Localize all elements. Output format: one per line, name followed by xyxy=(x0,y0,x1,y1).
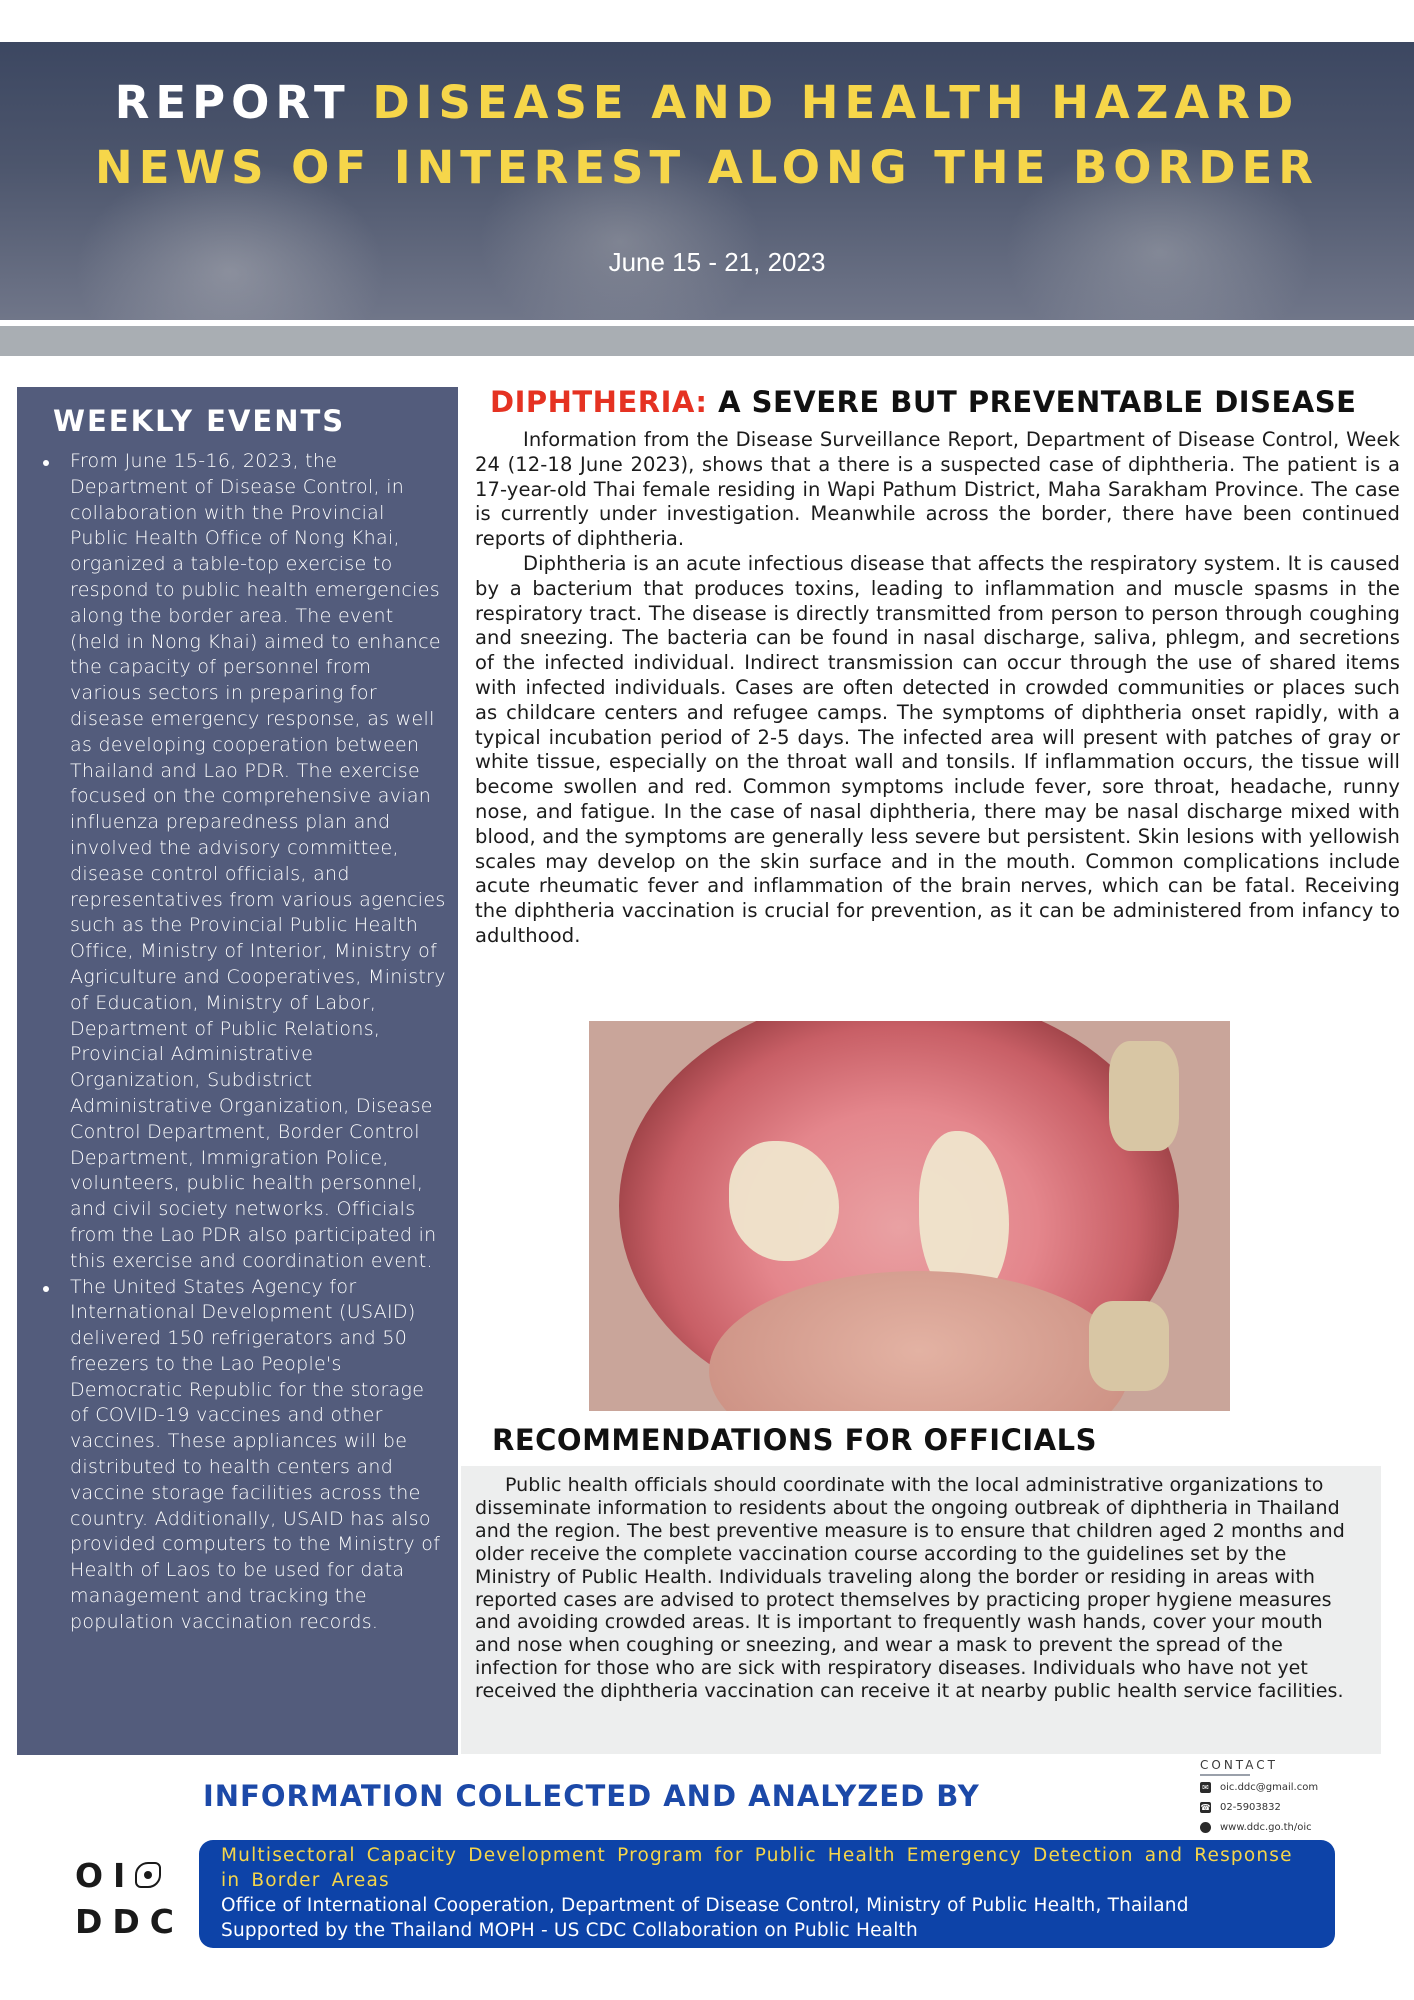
header-divider-bar xyxy=(0,326,1414,356)
weekly-event-item: From June 15-16, 2023, the Department of Disease Control, in collaboration with the Provincial Public Health Office of Nong Khai, organized a table-top exercise to respond to public health emergencies along the border area. The event (held in Nong Khai) aimed to enhance the capacity of personnel from various sectors in preparing for disease emergency response, as well as developing cooperation between Thailand and Lao PDR. The exercise focused on the comprehensive avian influenza preparedness plan and involved the advisory committee, disease control officials, and representatives from various agencies such as the Provincial Public Health Office, Ministry of Interior, Ministry of Agriculture and Cooperatives, Ministry of Education, Ministry of Labor, Department of Public Relations, Provincial Administrative Organization, Subdistrict Administrative Organization, Disease Control Department, Border Control Department, Immigration Police, volunteers, public health personnel, and civil society networks. Officials from the Lao PDR also participated in this exercise and coordination event. xyxy=(35,449,446,1275)
logo-oi-text: OI xyxy=(75,1856,136,1895)
recommendations-text: Public health officials should coordinate with the local administrative organizations to disseminate information to residents about the ongoing outbreak of diphtheria in Thailand and the region. The best preventive measure is to ensure that children aged 2 months and older receive the complete vaccination course according to the guidelines set by the Ministry of Public Health. Individuals traveling along the border or residing in areas with reported cases are advised to protect themselves by practicing proper hygiene measures and avoiding crowded areas. It is important to frequently wash hands, cover your mouth and nose when coughing or sneezing, and wear a mask to prevent the spread of the infection for those who are sick with respiratory diseases. Individuals who have not yet received the diphtheria vaccination can receive it at nearby public health service facilities. xyxy=(475,1474,1345,1703)
contact-email-row[interactable] xyxy=(1200,1782,1318,1793)
recommendations-title: RECOMMENDATIONS FOR OFFICIALS xyxy=(492,1423,1097,1457)
contact-label: CONTACT xyxy=(1200,1758,1278,1772)
program-name: Multisectoral Capacity Development Program for Public Health Emergency Detection and Response in Border Areas xyxy=(221,1845,1293,1891)
info-collected-title: INFORMATION COLLECTED AND ANALYZED BY xyxy=(203,1779,980,1813)
article-paragraph: Diphtheria is an acute infectious disease that affects the respiratory system. It is caused by a bacterium that produces toxins, leading to inflammation and muscle spasms in the respiratory tract. The disease is directly transmitted from person to person through coughing and sneezing. The bacteria can be found in nasal discharge, saliva, phlegm, and secretions of the infected individual. Indirect transmission can occur through the use of shared items with infected individuals. Cases are often detected in crowded communities or places such as childcare centers and refugee camps. The symptoms of diphtheria onset rapidly, with a typical incubation period of 2-5 days. The infected area will present with patches of gray or white tissue, especially on the throat wall and tonsils. If inflammation occurs, the tissue will become swollen and red. Common symptoms include fever, sore throat, headache, runny nose, and fatigue. In the case of nasal diphtheria, there may be nasal discharge mixed with blood, and the symptoms are generally less severe but persistent. Skin lesions with yellowish scales may develop on the skin surface and in the mouth. Common complications include acute rheumatic fever and inflammation of the brain nerves, which can be fatal. Receiving the diphtheria vaccination is crucial for prevention, as it can be administered from infancy to adulthood. xyxy=(475,551,1400,947)
phone-icon: ☎ xyxy=(1200,1803,1211,1812)
photo-tooth xyxy=(1109,1041,1179,1151)
logo-line1 xyxy=(75,1853,185,1899)
mail-icon: ✉ xyxy=(1200,1782,1211,1793)
oic-ddc-logo xyxy=(75,1853,185,1953)
weekly-events-panel xyxy=(17,387,458,1755)
report-title-line2: NEWS OF INTEREST ALONG THE BORDER xyxy=(95,141,1319,194)
contact-website[interactable]: www.ddc.go.th/oic xyxy=(1220,1822,1312,1833)
header-banner xyxy=(0,42,1414,320)
recommendations-box xyxy=(461,1466,1381,1754)
contact-phone[interactable]: 02-5903832 xyxy=(1220,1802,1281,1813)
diphtheria-throat-photo xyxy=(589,1021,1230,1411)
weekly-event-item: The United States Agency for International Development (USAID) delivered 150 refrigerators and 50 freezers to the Lao People's Democratic Republic for the storage of COVID-19 vaccines and other vaccines. These appliances will be distributed to health centers and vaccine storage facilities across the country. Additionally, USAID has also provided computers to the Ministry of Health of Laos to be used for data management and tracking the population vaccination records. xyxy=(35,1275,446,1636)
article-title-disease: DIPHTHERIA: xyxy=(490,385,708,419)
article-title xyxy=(490,382,1390,422)
globe-icon xyxy=(1200,1822,1211,1833)
program-info-box xyxy=(199,1840,1335,1948)
logo-line2: DDC xyxy=(75,1902,185,1941)
contact-email[interactable]: oic.ddc@gmail.com xyxy=(1220,1782,1319,1793)
article-body xyxy=(475,428,1400,949)
weekly-events-list xyxy=(35,449,446,1636)
title-hazard-phrase: DISEASE AND HEALTH HAZARD xyxy=(372,76,1300,129)
support-note: Supported by the Thailand MOPH - US CDC Collaboration on Public Health xyxy=(221,1920,918,1941)
contact-web-row[interactable] xyxy=(1200,1822,1312,1833)
report-date: June 15 - 21, 2023 xyxy=(608,247,826,277)
contact-phone-row[interactable] xyxy=(1200,1802,1281,1813)
office-name: Office of International Cooperation, Department of Disease Control, Ministry of Public Health, Thailand xyxy=(221,1895,1189,1916)
weekly-events-title: WEEKLY EVENTS xyxy=(53,404,346,438)
report-title-line1 xyxy=(0,72,1414,134)
article-paragraph: Information from the Disease Surveillance Report, Department of Disease Control, Week 24 (12-18 June 2023), shows that a there is a suspected case of diphtheria. The patient is a 17-year-old Thai female residing in Wapi Pathum District, Maha Sarakham Province. The case is currently under investigation. Meanwhile across the border, there have been continued reports of diphtheria. xyxy=(475,428,1400,551)
eye-icon xyxy=(135,1862,161,1888)
photo-tooth xyxy=(1089,1301,1169,1391)
contact-divider xyxy=(1200,1774,1250,1776)
title-report-word: REPORT xyxy=(114,76,351,129)
article-title-subtitle: A SEVERE BUT PREVENTABLE DISEASE xyxy=(718,385,1357,419)
